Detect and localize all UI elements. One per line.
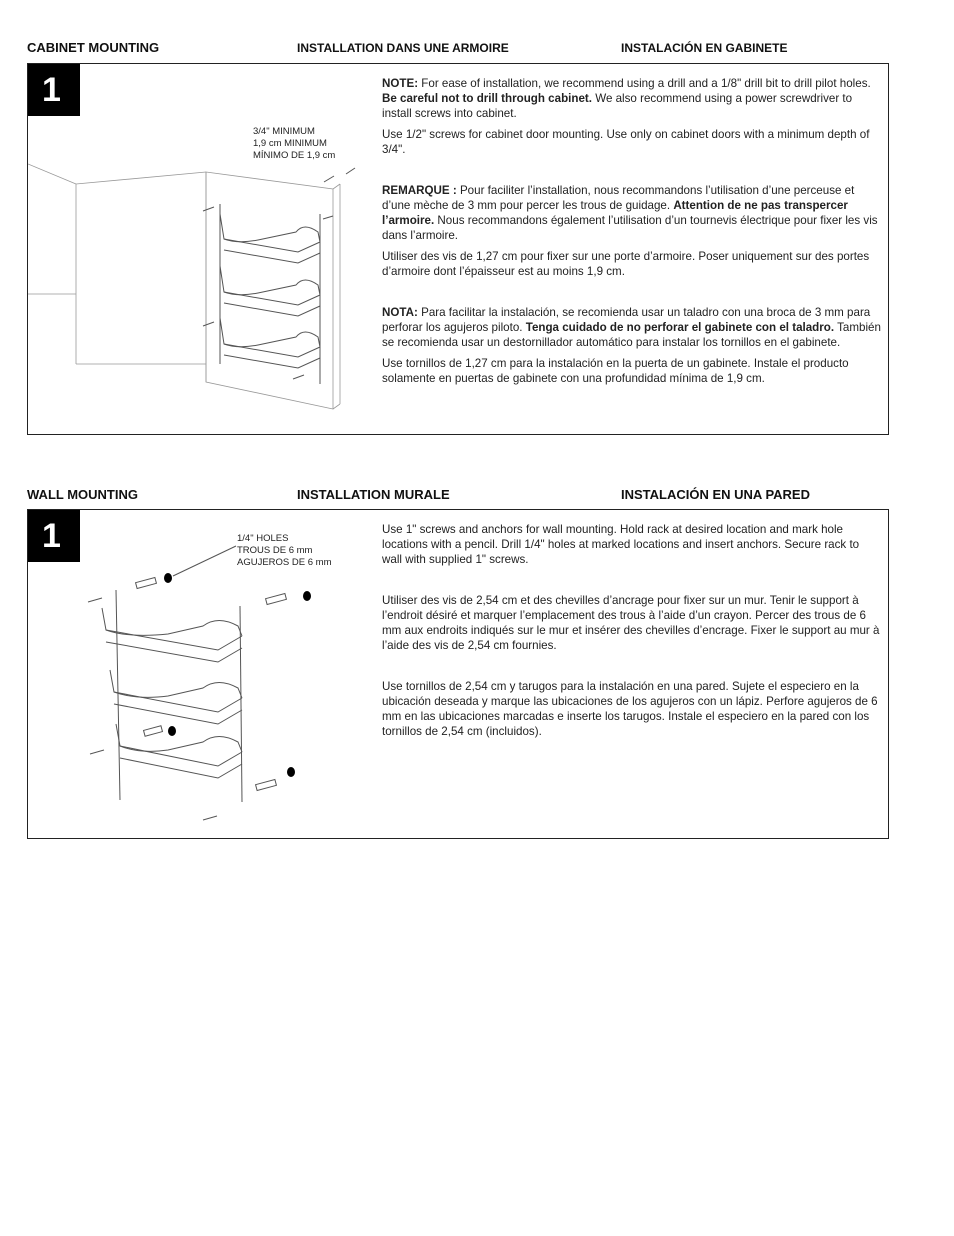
note-es-para2: Use tornillos de 1,27 cm para la instalación en la puerta de un gabinete. Instale el producto solamente en puertas de gabinete con una profundidad mínima de 1,9 cm. <box>382 357 849 385</box>
wall-header-fr: INSTALLATION MURALE <box>297 487 450 502</box>
depth-callout <box>253 126 335 162</box>
note-fr-post: Nous recommandons également l’utilisation d’un tournevis électrique pour fixer les vis dans l’armoire. <box>382 214 878 242</box>
note-es-warning: Tenga cuidado de no perforar el gabinete con el taladro. <box>525 321 835 334</box>
cabinet-header-fr: INSTALLATION DANS UNE ARMOIRE <box>297 41 509 55</box>
note-en-label: NOTE: <box>382 77 419 90</box>
note-es-label: NOTA: <box>382 306 418 319</box>
wall-header-en: WALL MOUNTING <box>27 487 138 502</box>
wall-panel <box>27 509 889 839</box>
callout-line-2: TROUS DE 6 mm <box>237 545 313 556</box>
cabinet-instructions <box>382 76 882 392</box>
note-fr-pre: Pour faciliter l’installation, nous recommandons l’utilisation d’une perceuse et d’une mèche de 3 mm pour percer les trous de guidage. <box>382 184 855 212</box>
callout-line-3: MÍNIMO DE 1,9 cm <box>253 150 336 161</box>
note-fr <box>382 183 882 243</box>
step-number: 1 <box>28 510 80 562</box>
note-en-pre: For ease of installation, we recommend using a drill and a 1/8" drill bit to drill pilot holes. <box>418 77 871 90</box>
note-en <box>382 76 882 121</box>
holes-callout <box>237 533 332 569</box>
callout-line-1: 3/4" MINIMUM <box>253 126 315 137</box>
note-es-post: También se recomienda usar un destornillador automático para instalar los tornillos en el gabinete. <box>382 321 881 349</box>
callout-line-2: 1,9 cm MINIMUM <box>253 138 327 149</box>
note-es-pre: Para facilitar la instalación, se recomienda usar un taladro con una broca de 3 mm para perforar los agujeros piloto. <box>382 306 871 334</box>
note-en-para2: Use 1/2" screws for cabinet door mounting. Use only on cabinet doors with a minimum depth of 3/4". <box>382 128 870 156</box>
cabinet-panel <box>27 63 889 435</box>
note-es <box>382 305 882 350</box>
wall-header-es: INSTALACIÓN EN UNA PARED <box>621 487 810 502</box>
step-number: 1 <box>28 64 80 116</box>
wall-text-en: Use 1" screws and anchors for wall mounting. Hold rack at desired location and mark hole locations with a pencil. Drill 1/4" holes at marked locations and insert anchors. Secure rack to wall with supplied 1" screws. <box>382 523 860 566</box>
note-fr-para2: Utiliser des vis de 1,27 cm pour fixer sur une porte d’armoire. Poser uniquement sur des portes d’armoire dont l’épaisseur est au moins 1,9 cm. <box>382 250 870 278</box>
note-en-post: We also recommend using a power screwdriver to install screws into cabinet. <box>382 92 853 120</box>
cabinet-header-es: INSTALACIÓN EN GABINETE <box>621 41 788 55</box>
wall-text-es: Use tornillos de 2,54 cm y tarugos para la instalación en una pared. Sujete el especiero en la ubicación deseada y marque las ubicaciones de los agujeros con un lápiz. Perfore agujeros de 6 mm en las ubicaciones marcadas e inserte los tarugos. Instale el especiero en la pared con los tornillos de 2,54 cm (incluidos). <box>382 680 878 738</box>
note-fr-warning: Attention de ne pas transpercer l’armoire. <box>382 199 848 227</box>
wall-text-fr: Utiliser des vis de 2,54 cm et des chevilles d’ancrage pour fixer sur un mur. Tenir le support à l’endroit désiré et marquer l’emplacement des trous à l’aide d’un crayon. Percer des trous de 6 mm aux endroits indiqués sur le mur et insérer des chevilles d’encrage. Fixer le support au mur à l’aide des vis de 2,54 cm fournies. <box>382 594 880 652</box>
cabinet-header-en: CABINET MOUNTING <box>27 40 160 55</box>
callout-line-3: AGUJEROS DE 6 mm <box>237 557 332 568</box>
cabinet-illustration <box>28 64 368 424</box>
wall-instructions <box>382 522 882 745</box>
note-en-warning: Be careful not to drill through cabinet. <box>382 92 592 105</box>
note-fr-label: REMARQUE : <box>382 184 457 197</box>
callout-line-1: 1/4" HOLES <box>237 533 289 544</box>
